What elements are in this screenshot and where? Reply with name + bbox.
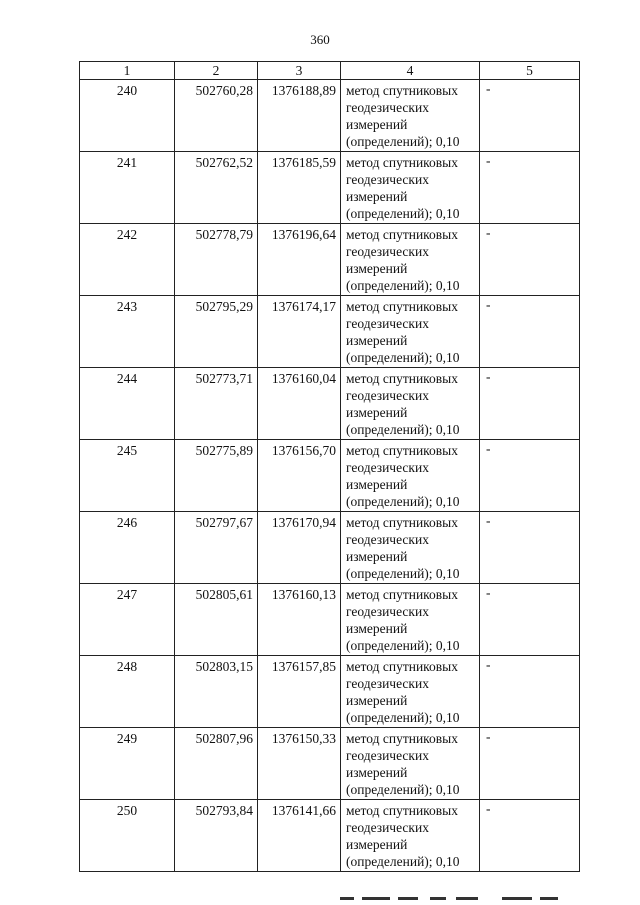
method-cell: метод спутниковых геодезических измерений (определений); 0,10 — [341, 224, 480, 296]
table-row — [80, 584, 580, 656]
y-coordinate-cell: 1376185,59 — [258, 152, 341, 224]
column-header: 4 — [341, 62, 480, 80]
table-row — [80, 296, 580, 368]
method-cell: метод спутниковых геодезических измерений (определений); 0,10 — [341, 728, 480, 800]
method-cell: метод спутниковых геодезических измерений (определений); 0,10 — [341, 512, 480, 584]
point-number-cell: 247 — [80, 584, 175, 656]
note-cell — [480, 80, 580, 152]
column-header: 1 — [80, 62, 175, 80]
note-value: - — [486, 585, 491, 600]
x-coordinate-cell: 502797,67 — [175, 512, 258, 584]
note-value: - — [486, 801, 491, 816]
column-header: 3 — [258, 62, 341, 80]
note-value: - — [486, 441, 491, 456]
point-number-cell: 245 — [80, 440, 175, 512]
point-number-cell: 243 — [80, 296, 175, 368]
y-coordinate-cell: 1376150,33 — [258, 728, 341, 800]
note-value: - — [486, 513, 491, 528]
y-coordinate-cell: 1376141,66 — [258, 800, 341, 872]
note-value: - — [486, 81, 491, 96]
x-coordinate-cell: 502778,79 — [175, 224, 258, 296]
point-number-cell: 249 — [80, 728, 175, 800]
table-body — [80, 80, 580, 872]
y-coordinate-cell: 1376156,70 — [258, 440, 341, 512]
point-number-cell: 240 — [80, 80, 175, 152]
method-cell: метод спутниковых геодезических измерений (определений); 0,10 — [341, 368, 480, 440]
note-cell — [480, 152, 580, 224]
method-cell: метод спутниковых геодезических измерений (определений); 0,10 — [341, 152, 480, 224]
x-coordinate-cell: 502803,15 — [175, 656, 258, 728]
note-value: - — [486, 297, 491, 312]
page-number: 360 — [310, 32, 330, 47]
x-coordinate-cell: 502805,61 — [175, 584, 258, 656]
x-coordinate-cell: 502775,89 — [175, 440, 258, 512]
point-number-cell: 241 — [80, 152, 175, 224]
x-coordinate-cell: 502773,71 — [175, 368, 258, 440]
note-cell — [480, 656, 580, 728]
note-cell — [480, 800, 580, 872]
y-coordinate-cell: 1376196,64 — [258, 224, 341, 296]
method-cell: метод спутниковых геодезических измерений (определений); 0,10 — [341, 800, 480, 872]
note-cell — [480, 584, 580, 656]
point-number-cell: 242 — [80, 224, 175, 296]
y-coordinate-cell: 1376188,89 — [258, 80, 341, 152]
x-coordinate-cell: 502762,52 — [175, 152, 258, 224]
table-row — [80, 224, 580, 296]
method-cell: метод спутниковых геодезических измерений (определений); 0,10 — [341, 440, 480, 512]
table-row — [80, 368, 580, 440]
scan-mark — [430, 897, 446, 900]
note-cell — [480, 728, 580, 800]
table-row — [80, 728, 580, 800]
y-coordinate-cell: 1376160,04 — [258, 368, 341, 440]
coordinates-table — [79, 61, 580, 872]
column-header: 2 — [175, 62, 258, 80]
y-coordinate-cell: 1376157,85 — [258, 656, 341, 728]
x-coordinate-cell: 502793,84 — [175, 800, 258, 872]
table-header-row — [80, 62, 580, 80]
column-header: 5 — [480, 62, 580, 80]
scan-mark — [540, 897, 558, 900]
note-value: - — [486, 729, 491, 744]
note-value: - — [486, 657, 491, 672]
table-row — [80, 80, 580, 152]
scan-mark — [456, 897, 478, 900]
note-cell — [480, 296, 580, 368]
method-cell: метод спутниковых геодезических измерений (определений); 0,10 — [341, 584, 480, 656]
y-coordinate-cell: 1376170,94 — [258, 512, 341, 584]
table-row — [80, 440, 580, 512]
x-coordinate-cell: 502760,28 — [175, 80, 258, 152]
method-cell: метод спутниковых геодезических измерений (определений); 0,10 — [341, 656, 480, 728]
table-row — [80, 152, 580, 224]
note-cell — [480, 440, 580, 512]
note-cell — [480, 368, 580, 440]
scan-mark — [340, 897, 354, 900]
x-coordinate-cell: 502795,29 — [175, 296, 258, 368]
scan-mark — [502, 897, 532, 900]
note-value: - — [486, 369, 491, 384]
note-value: - — [486, 153, 491, 168]
note-cell — [480, 224, 580, 296]
point-number-cell: 244 — [80, 368, 175, 440]
method-cell: метод спутниковых геодезических измерений (определений); 0,10 — [341, 80, 480, 152]
table-row — [80, 656, 580, 728]
method-cell: метод спутниковых геодезических измерений (определений); 0,10 — [341, 296, 480, 368]
y-coordinate-cell: 1376174,17 — [258, 296, 341, 368]
point-number-cell: 250 — [80, 800, 175, 872]
x-coordinate-cell: 502807,96 — [175, 728, 258, 800]
table-row — [80, 512, 580, 584]
note-cell — [480, 512, 580, 584]
note-value: - — [486, 225, 491, 240]
y-coordinate-cell: 1376160,13 — [258, 584, 341, 656]
point-number-cell: 248 — [80, 656, 175, 728]
scan-mark — [398, 897, 418, 900]
point-number-cell: 246 — [80, 512, 175, 584]
scan-mark — [362, 897, 390, 900]
table-row — [80, 800, 580, 872]
